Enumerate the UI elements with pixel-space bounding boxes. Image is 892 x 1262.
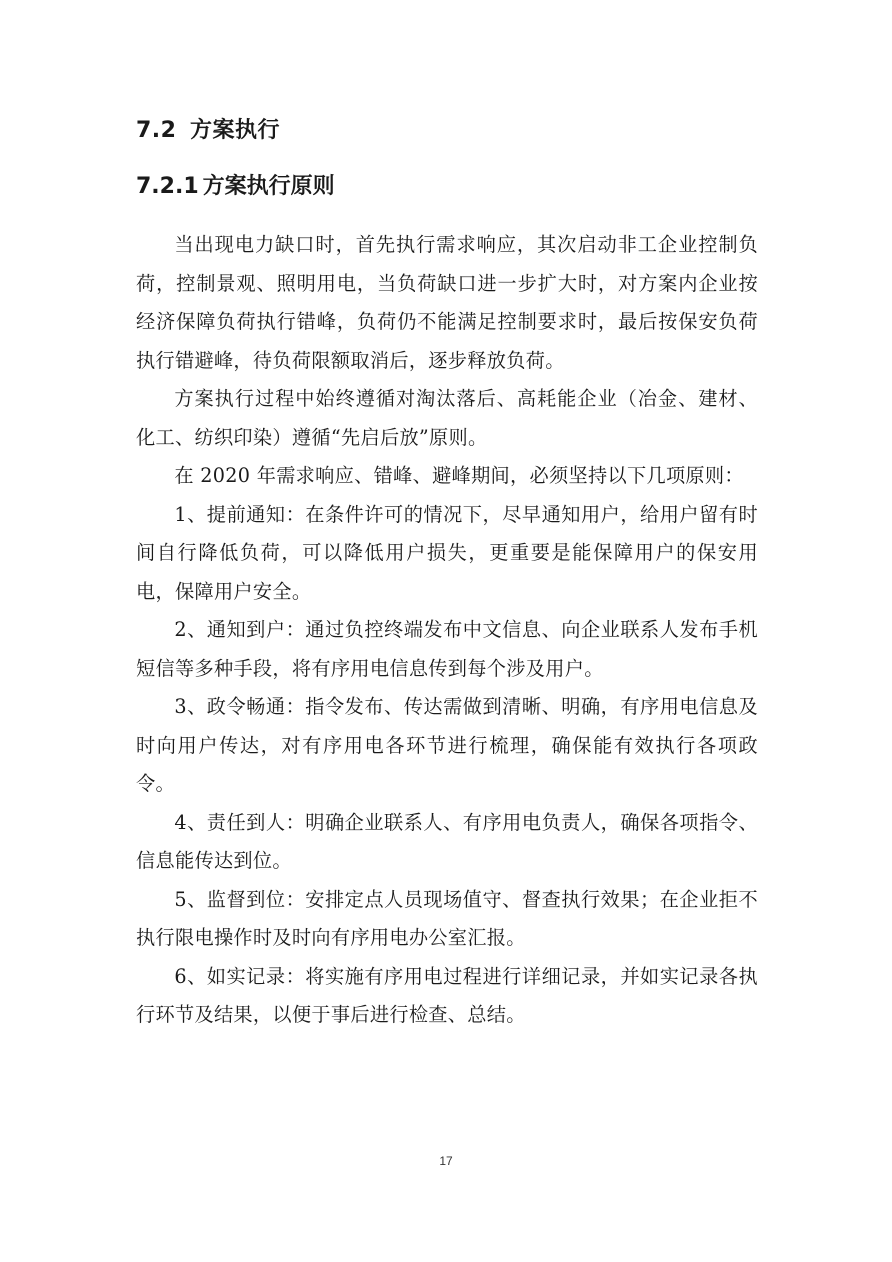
- principle-record-keeping: 6、如实记录：将实施有序用电过程进行详细记录，并如实记录各执行环节及结果，以便于事后进行检查、总结。: [136, 964, 758, 1026]
- section-title: 方案执行: [190, 118, 281, 143]
- page-content: [136, 110, 758, 1035]
- principle-responsibility: 4、责任到人：明确企业联系人、有序用电负责人，确保各项指令、信息能传达到位。: [136, 810, 758, 872]
- section-heading: [136, 110, 758, 152]
- paragraph-principles-intro: 在 2020 年需求响应、错峰、避峰期间，必须坚持以下几项原则：: [174, 464, 744, 487]
- subsection-heading: [136, 166, 758, 208]
- subsection-title: 方案执行原则: [202, 174, 335, 199]
- subsection-number: 7.2.1: [136, 174, 199, 199]
- principle-supervision: 5、监督到位：安排定点人员现场值守、督查执行效果；在企业拒不执行限电操作时及时向有序用电办公室汇报。: [136, 887, 758, 949]
- principle-smooth-orders: 3、政令畅通：指令发布、传达需做到清晰、明确，有序用电信息及时向用户传达，对有序用电各环节进行梳理，确保能有效执行各项政令。: [136, 695, 758, 795]
- page-number: 17: [439, 1154, 453, 1168]
- paragraph-execution-order: 当出现电力缺口时，首先执行需求响应，其次启动非工企业控制负荷，控制景观、照明用电，当负荷缺口进一步扩大时，对方案内企业按经济保障负荷执行错峰，负荷仍不能满足控制要求时，最后按保安负荷执行错避峰，待负荷限额取消后，逐步释放负荷。: [136, 233, 758, 372]
- principle-notify-households: 2、通知到户：通过负控终端发布中文信息、向企业联系人发布手机短信等多种手段，将有序用电信息传到每个涉及用户。: [136, 618, 758, 680]
- section-number: 7.2: [136, 118, 177, 143]
- principle-advance-notice: 1、提前通知：在条件许可的情况下，尽早通知用户，给用户留有时间自行降低负荷，可以降低用户损失，更重要是能保障用户的保安用电，保障用户安全。: [136, 502, 758, 603]
- paragraph-high-consumption: 方案执行过程中始终遵循对淘汰落后、高耗能企业（冶金、建材、化工、纺织印染）遵循“先启后放”原则。: [136, 387, 758, 449]
